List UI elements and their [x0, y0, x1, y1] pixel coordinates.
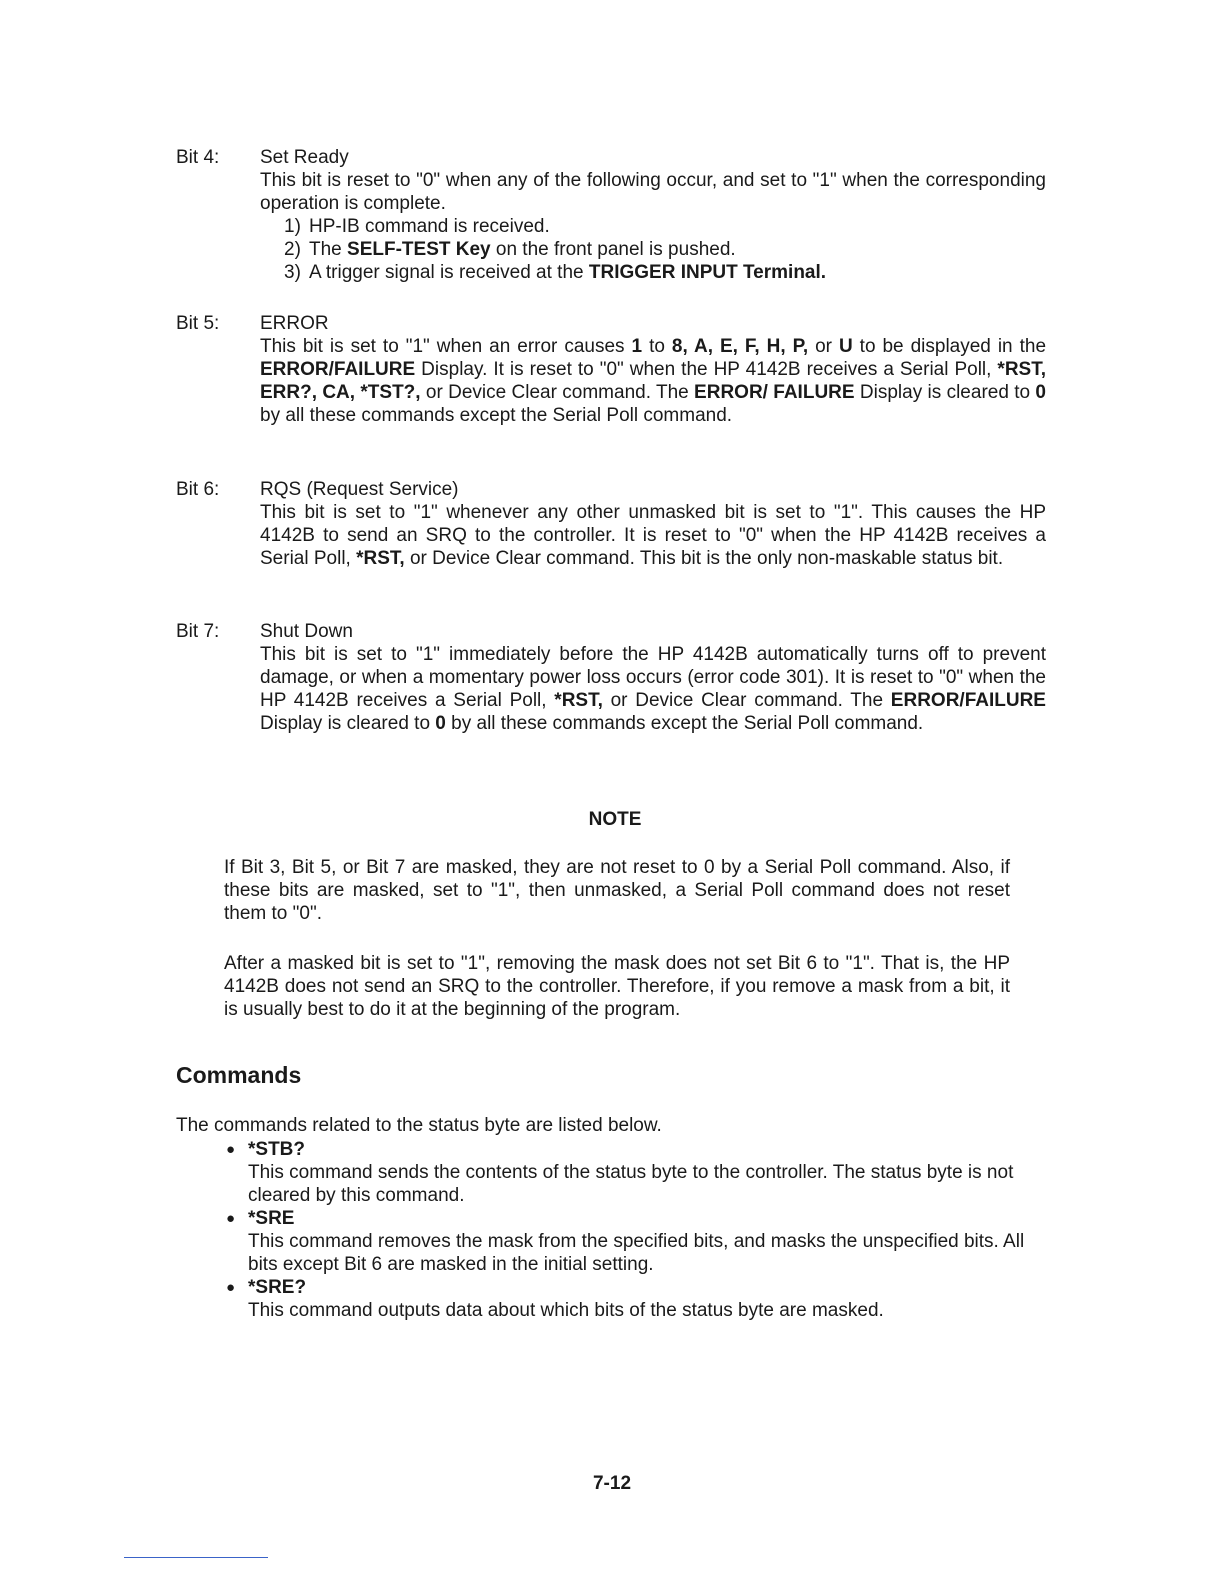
list-item — [226, 1276, 1042, 1322]
bit-label: Bit 4: — [176, 147, 220, 168]
note-paragraph-2: After a masked bit is set to "1", removing the mask does not set Bit 6 to "1". That is, the HP 4142B does not send an SRQ to the controller. Therefore, if you remove a mask from a bit, it is usually best to do it at the beginning of the program. — [224, 953, 1010, 1020]
item-text: on the front panel is pushed. — [490, 239, 736, 260]
note-paragraph-1: If Bit 3, Bit 5, or Bit 7 are masked, they are not reset to 0 by a Serial Poll command. Also, if these bits are masked, set to "1", then unmasked, a Serial Poll command does not reset them to "0". — [224, 857, 1010, 924]
bit-title: RQS (Request Service) — [260, 479, 459, 500]
item-number: 1) — [284, 216, 301, 237]
list-item — [284, 261, 1046, 284]
item-number: 2) — [284, 239, 301, 260]
bit-description: This bit is set to "1" immediately before the HP 4142B automatically turns off to prevent damage, or when a momentary power loss occurs (error code 301). It is reset to "0" when the HP 4142B receives a Serial Poll, *RST, or Device Clear command. The ERROR/FAILURE Display is cleared to 0 by all these commands except the Serial Poll command. — [260, 644, 1046, 734]
bullet-icon: ● — [226, 1141, 236, 1158]
note-title: NOTE — [588, 809, 642, 830]
list-item — [226, 1138, 1042, 1207]
bit-title: Shut Down — [260, 621, 353, 642]
bit-4-section — [176, 146, 1046, 284]
item-bold-text: SELF-TEST Key — [347, 239, 491, 260]
bullet-icon: ● — [226, 1210, 236, 1227]
list-item — [284, 238, 1046, 261]
bullet-icon: ● — [226, 1279, 236, 1296]
item-bold-text: TRIGGER INPUT Terminal. — [588, 262, 827, 283]
command-description: This command sends the contents of the status byte to the controller. The status byte is not cleared by this command. — [248, 1162, 1014, 1206]
item-text: The — [309, 239, 348, 260]
bit-label: Bit 6: — [176, 479, 220, 500]
list-item — [226, 1207, 1042, 1276]
scan-artifact-line — [124, 1557, 268, 1558]
command-name: *STB? — [248, 1139, 305, 1160]
item-text: HP-IB command is received. — [309, 216, 550, 237]
commands-intro: The commands related to the status byte are listed below. — [176, 1115, 662, 1136]
bit-description: This bit is set to "1" when an error causes 1 to 8, A, E, F, H, P, or U to be displayed in the ERROR/FAILURE Display. It is reset to "0" when the HP 4142B receives a Serial Poll, *RST, ERR?, CA, *TST?, or Device Clear command. The ERROR/ FAILURE Display is cleared to 0 by all these commands except the Serial Poll command. — [260, 336, 1047, 426]
section-heading: Commands — [176, 1062, 302, 1088]
command-name: *SRE? — [248, 1277, 307, 1298]
bit-7-section — [176, 620, 1046, 735]
bit-title: Set Ready — [260, 147, 349, 168]
command-list — [226, 1138, 1042, 1322]
bit-label: Bit 5: — [176, 313, 220, 334]
page-number: 7-12 — [592, 1473, 632, 1494]
command-name: *SRE — [248, 1208, 295, 1229]
condition-list — [284, 215, 1046, 284]
bit-5-section — [176, 312, 1046, 427]
bit-description: This bit is reset to "0" when any of the following occur, and set to "1" when the corresponding operation is complete. — [260, 170, 1046, 214]
command-description: This command removes the mask from the specified bits, and masks the unspecified bits. All bits except Bit 6 are masked in the initial setting. — [248, 1231, 1025, 1275]
list-item — [284, 215, 1046, 238]
bit-label: Bit 7: — [176, 621, 220, 642]
bit-6-section — [176, 478, 1046, 570]
command-description: This command outputs data about which bits of the status byte are masked. — [248, 1300, 884, 1321]
item-number: 3) — [284, 262, 301, 283]
item-text: A trigger signal is received at the — [309, 262, 589, 283]
bit-description: This bit is set to "1" whenever any other unmasked bit is set to "1". This causes the HP 4142B to send an SRQ to the controller. It is reset to "0" when the HP 4142B receives a Serial Poll, *RST, or Device Clear command. This bit is the only non-maskable status bit. — [260, 502, 1046, 569]
bit-title: ERROR — [260, 313, 329, 334]
